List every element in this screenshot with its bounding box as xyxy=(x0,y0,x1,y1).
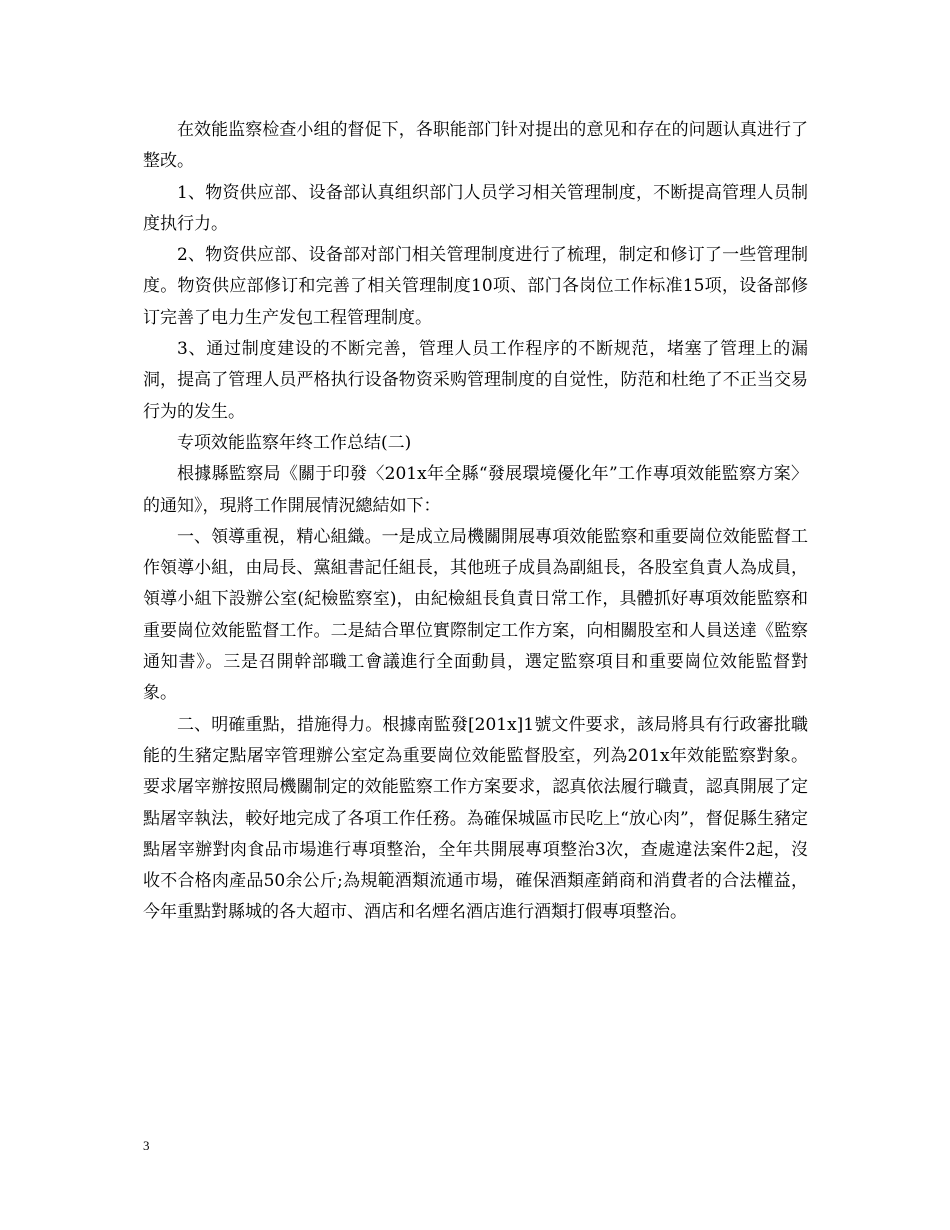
paragraph-notice-intro: 根據縣監察局《關于印發〈201x年全縣“發展環境優化年”工作專項效能監察方案〉的通知》，現將工作開展情況總結如下： xyxy=(143,464,808,516)
paragraph-leadership: 一、領導重視，精心組織。一是成立局機關開展專項效能監察和重要崗位效能監督工作領導小組，由局長、黨組書記任組長，其他班子成員為副組長，各股室負責人為成員，領導小組下設辦公室(紀檢監察室)，由紀檢組長負責日常工作，具體抓好專項效能監察和重要崗位效能監督工作。二是結合單位實際制定工作方案，向相關股室和人員送達《監察通知書》。三是召開幹部職工會議進行全面動員，選定監察項目和重要崗位效能監督對象。 xyxy=(143,526,808,704)
paragraph-key-measures: 二、明確重點，措施得力。根據南監發[201x]1號文件要求，該局將具有行政審批職能的生豬定點屠宰管理辦公室定為重要崗位效能監督股室，列為201x年效能監察對象。要求屠宰辦按照局機關制定的效能監察工作方案要求，認真依法履行職責，認真開展了定點屠宰執法，較好地完成了各項工作任務。為確保城區市民吃上“放心肉”，督促縣生豬定點屠宰辦對肉食品市場進行專項整治，全年共開展專項整治3次，查處違法案件2起，沒收不合格肉產品50余公斤;為規範酒類流通市場，確保酒類產銷商和消費者的合法權益，今年重點對縣城的各大超市、酒店和名煙名酒店進行酒類打假專項整治。 xyxy=(143,714,808,923)
paragraph-item-2: 2、物资供应部、设备部对部门相关管理制度进行了梳理，制定和修订了一些管理制度。物资供应部修订和完善了相关管理制度10项、部门各岗位工作标准15项，设备部修订完善了电力生产发包工程管理制度。 xyxy=(143,245,808,328)
document-body xyxy=(143,115,808,929)
paragraph-rectification-intro: 在效能监察检查小组的督促下，各职能部门针对提出的意见和存在的问题认真进行了整改。 xyxy=(143,120,808,172)
section-title: 专项效能监察年终工作总结(二) xyxy=(177,432,412,453)
page-number: 3 xyxy=(143,1138,150,1153)
paragraph-item-3: 3、通过制度建设的不断完善，管理人员工作程序的不断规范，堵塞了管理上的漏洞，提高了管理人员严格执行设备物资采购管理制度的自觉性，防范和杜绝了不正当交易行为的发生。 xyxy=(143,339,808,422)
paragraph-item-1: 1、物资供应部、设备部认真组织部门人员学习相关管理制度，不断提高管理人员制度执行力。 xyxy=(143,182,808,234)
